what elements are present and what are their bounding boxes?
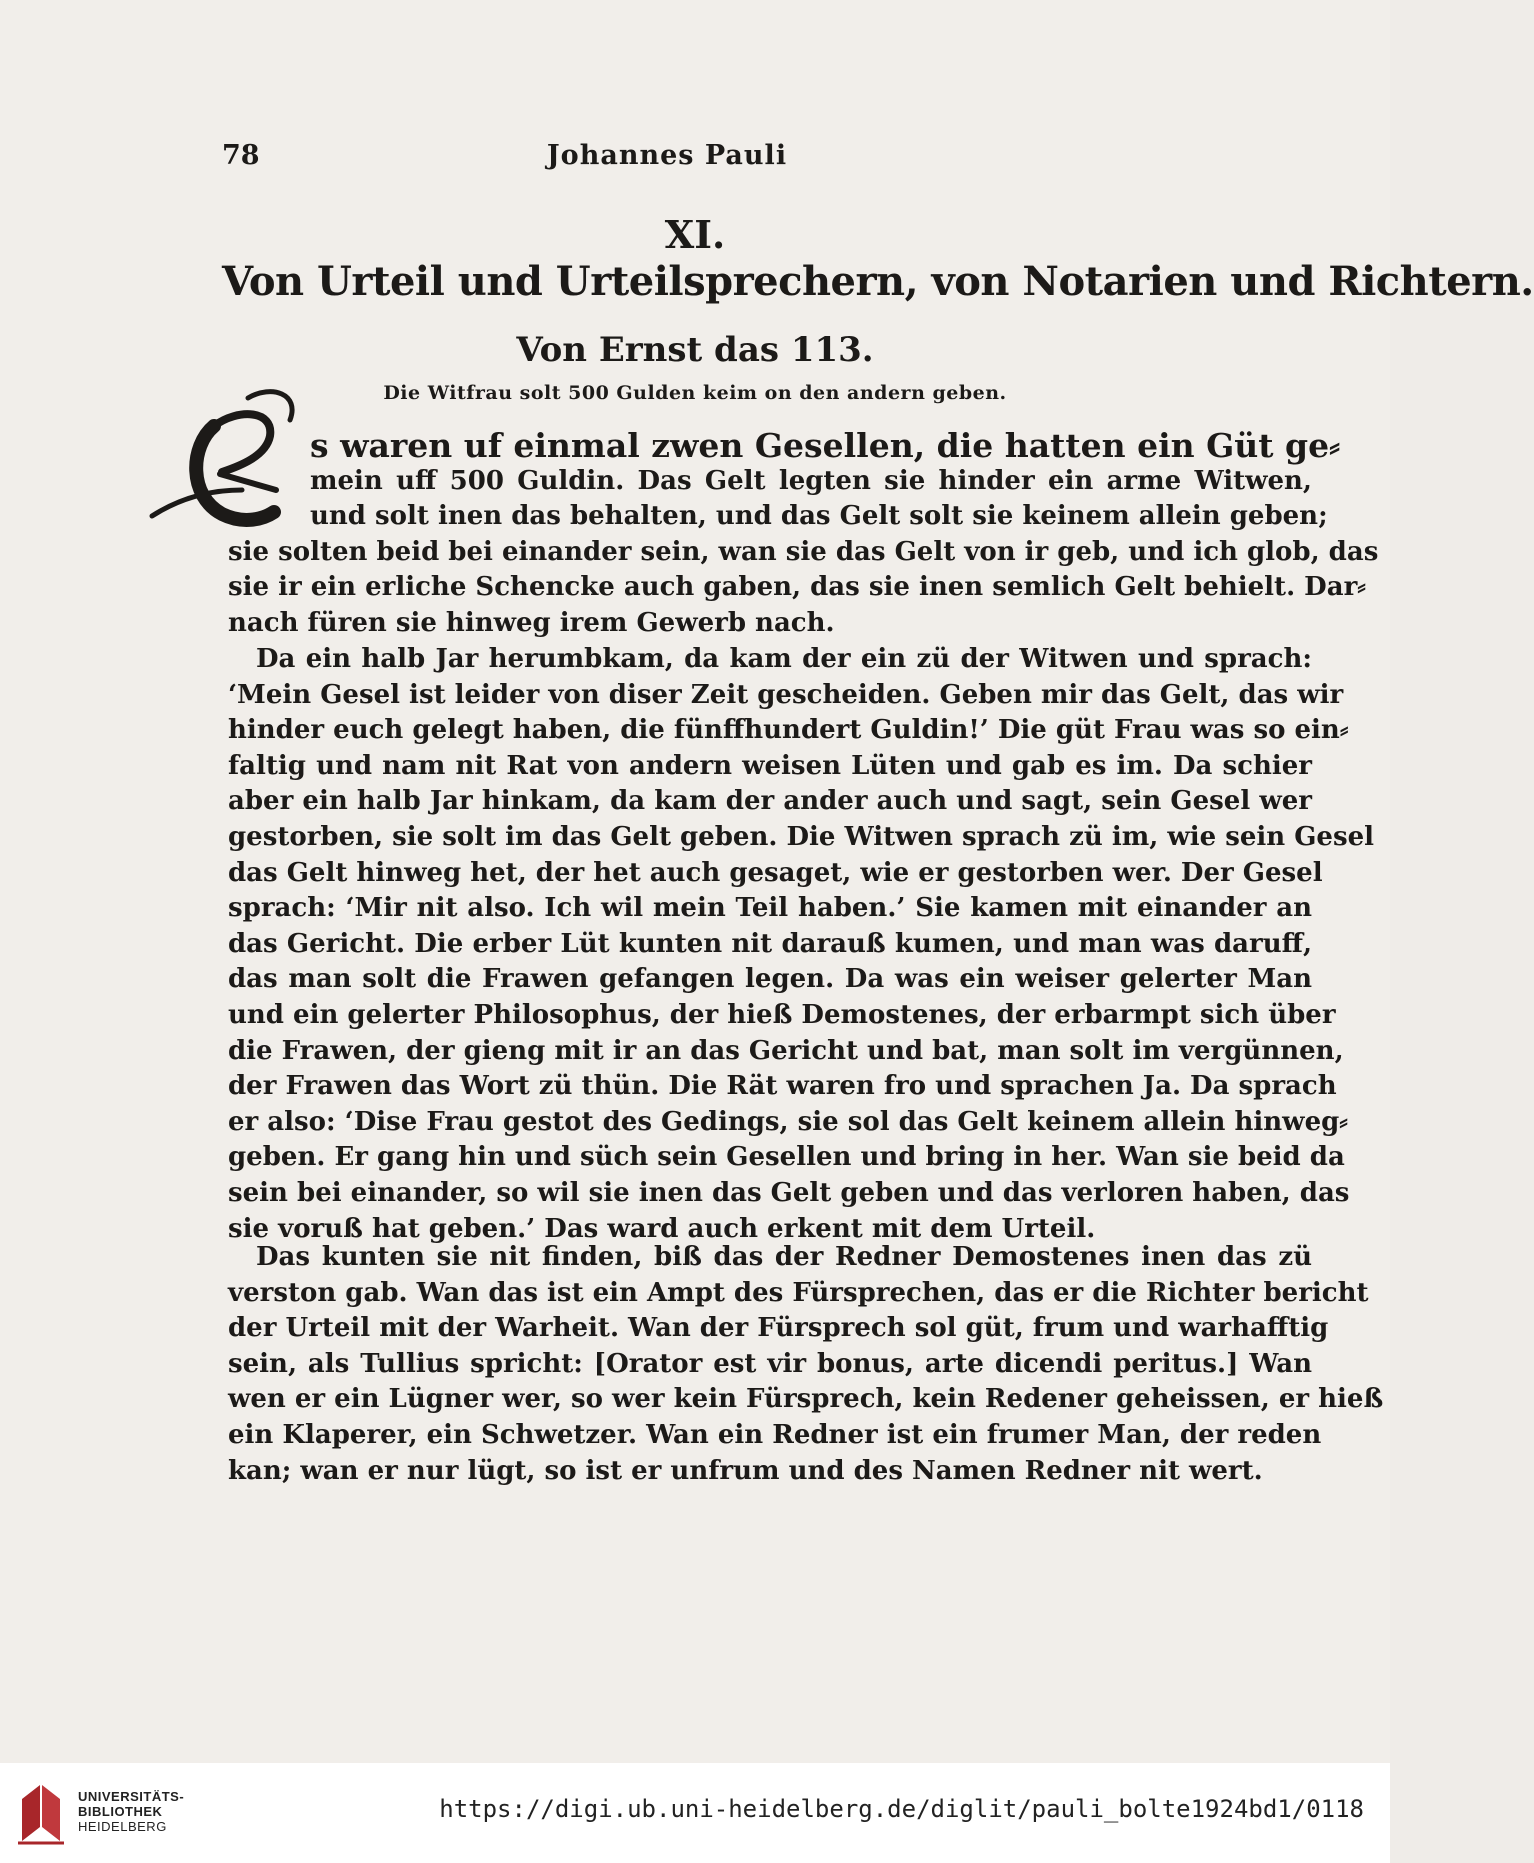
permalink-url[interactable]: https://digi.ub.uni-heidelberg.de/diglit/pauli_bolte1924bd1/0118 <box>439 1795 1364 1823</box>
text-line: sie voruß hat geben.’ Das ward auch erkent mit dem Urteil. <box>228 1213 1096 1244</box>
library-name-line: HEIDELBERG <box>78 1819 167 1834</box>
text-line: sprach: ‘Mir nit also. Ich wil mein Teil haben.’ Sie kamen mit einander an <box>228 893 1312 924</box>
text-line: hinder euch gelegt haben, die fünffhundert Guldin!’ Die güt Frau was so ein⸗ <box>228 715 1349 746</box>
text-line: sein bei einander, so wil sie inen das Gelt geben und das verloren haben, das <box>228 1177 1350 1208</box>
running-head <box>222 140 1312 180</box>
text-line: kan; wan er nur lügt, so ist er unfrum und des Namen Redner nit wert. <box>228 1455 1263 1486</box>
text-line: sie solten beid bei einander sein, wan sie das Gelt von ir geb, und ich glob, das <box>228 536 1379 567</box>
text-line: sie ir ein erliche Schencke auch gaben, das sie inen semlich Gelt behielt. Dar⸗ <box>228 572 1366 603</box>
viewer-footer <box>0 1763 1390 1863</box>
text-line: der Urteil mit der Warheit. Wan der Fürsprech sol güt, frum und warhafftig <box>228 1313 1329 1344</box>
text-line: das Gelt hinweg het, der het auch gesaget, wie er gestorben wer. Der Gesel <box>228 857 1323 888</box>
text-line: aber ein halb Jar hinkam, da kam der ander auch und sagt, sein Gesel wer <box>228 786 1312 817</box>
paragraph-3 <box>228 1240 1384 1489</box>
university-library-logo-icon[interactable] <box>16 1781 66 1845</box>
text-line: der Frawen das Wort zü thün. Die Rät waren fro und sprachen Ja. Da sprach <box>228 1071 1337 1102</box>
text-line: das Gericht. Die erber Lüt kunten nit darauß kumen, und man was daruff, <box>228 928 1312 959</box>
library-name-line: UNIVERSITÄTS- <box>78 1789 185 1804</box>
text-line: ein Klaperer, ein Schwetzer. Wan ein Redner ist ein frumer Man, der reden <box>228 1419 1322 1450</box>
text-line: wen er ein Lügner wer, so wer kein Fürsprech, kein Redener geheissen, er hieß <box>228 1384 1384 1415</box>
text-line: nach füren sie hinweg irem Gewerb nach. <box>228 607 835 638</box>
story-subtitle: Von Ernst das 113. <box>516 330 874 370</box>
text-line: Das kunten sie nit finden, biß das der Redner Demostenes inen das zü <box>256 1242 1312 1272</box>
text-line: faltig und nam nit Rat von andern weisen Lüten und gab es im. Da schier <box>228 750 1312 781</box>
chapter-number: XI. <box>664 212 726 257</box>
text-line: und solt inen das behalten, und das Gelt solt sie keinem allein geben; <box>310 501 1328 532</box>
text-line: er also: ‘Dise Frau gestot des Gedings, sie sol das Gelt keinem allein hinweg⸗ <box>228 1106 1348 1137</box>
library-name-line: BIBLIOTHEK <box>78 1804 163 1819</box>
text-line: geben. Er gang hin und süch sein Gesellen und bring in her. Wan sie beid da <box>228 1142 1345 1173</box>
text-line: Da ein halb Jar herumbkam, da kam der ein zü der Witwen und sprach: <box>256 644 1312 674</box>
page-number: 78 <box>222 140 260 171</box>
paragraph-2 <box>228 642 1375 1247</box>
text-line: sein, als Tullius spricht: [Orator est vir bonus, arte dicendi peritus.] Wan <box>228 1348 1312 1379</box>
story-summary: Die Witfrau solt 500 Gulden keim on den andern geben. <box>383 382 1007 404</box>
text-line: verston gab. Wan das ist ein Ampt des Fürsprechen, das er die Richter bericht <box>228 1277 1369 1308</box>
text-line: mein uff 500 Guldin. Das Gelt legten sie hinder ein arme Witwen, <box>310 465 1312 496</box>
running-title: Johannes Pauli <box>546 140 788 171</box>
library-name <box>78 1789 184 1834</box>
text-line: und ein gelerter Philosophus, der hieß Demostenes, der erbarmpt sich über <box>228 999 1336 1030</box>
text-line: gestorben, sie solt im das Gelt geben. Die Witwen sprach zü im, wie sein Gesel <box>228 821 1375 852</box>
text-line: s waren uf einmal zwen Gesellen, die hatten ein Güt ge⸗ <box>310 426 1341 465</box>
text-line: das man solt die Frawen gefangen legen. Da was ein weiser gelerter Man <box>228 964 1312 995</box>
text-line: die Frawen, der gieng mit ir an das Gericht und bat, man solt im vergünnen, <box>228 1035 1344 1066</box>
paragraph-1 <box>228 426 1379 642</box>
chapter-title: Von Urteil und Urteilsprechern, von Notarien und Richtern. <box>222 258 1534 305</box>
text-line: ‘Mein Gesel ist leider von diser Zeit gescheiden. Geben mir das Gelt, das wir <box>228 679 1344 710</box>
